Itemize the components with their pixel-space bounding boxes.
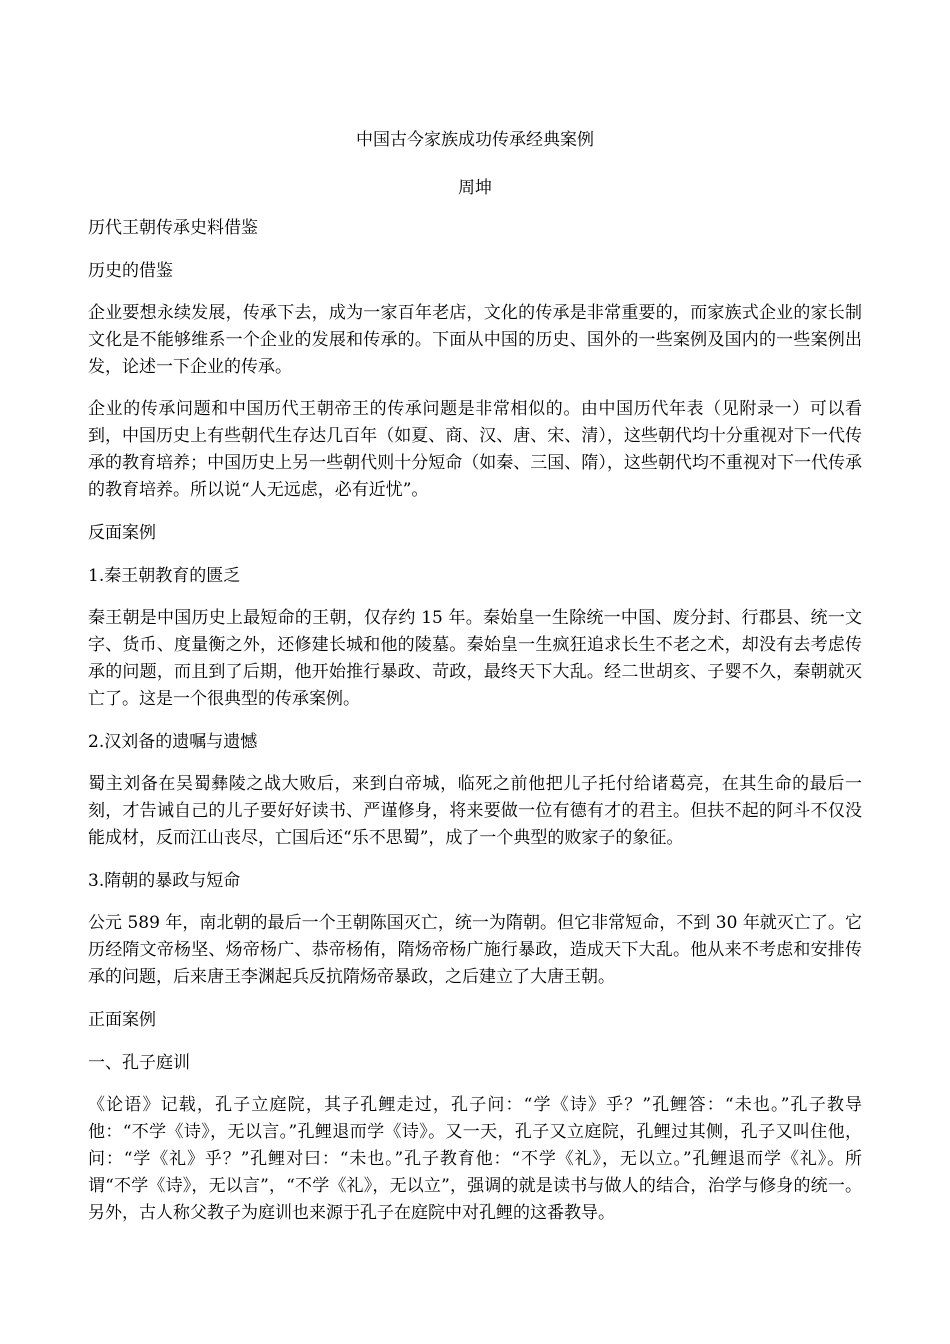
paragraph: 秦王朝是中国历史上最短命的王朝，仅存约 15 年。秦始皇一生除统一中国、废分封、行郡县、统一文字、货币、度量衡之外，还修建长城和他的陵墓。秦始皇一生疯狂追求长生不老之术，却没有去考虑传承的问题，而且到了后期，他开始推行暴政、苛政，最终天下大乱。经二世胡亥、子婴不久，秦朝就灭亡了。这是一个很典型的传承案例。 xyxy=(88,608,862,709)
section-heading: 历史的借鉴 xyxy=(88,261,173,281)
section-heading: 反面案例 xyxy=(88,523,156,543)
section-heading: 正面案例 xyxy=(88,1010,156,1030)
section-heading: 3.隋朝的暴政与短命 xyxy=(88,871,241,891)
document-author: 周坤 xyxy=(458,178,492,198)
section-heading: 历代王朝传承史料借鉴 xyxy=(88,218,258,238)
section-heading: 一、孔子庭训 xyxy=(88,1053,190,1073)
paragraph: 《论语》记载，孔子立庭院，其子孔鲤走过，孔子问：“学《诗》乎？”孔鲤答：“未也。”孔子教导他：“不学《诗》，无以言。”孔鲤退而学《诗》。又一天，孔子又立庭院，孔鲤过其侧，孔子又叫住他，问：“学《礼》乎？”孔鲤对曰：“未也。”孔子教育他：“不学《礼》，无以立。”孔鲤退而学《礼》。所谓“不学《诗》，无以言”，“不学《礼》，无以立”，强调的就是读书与做人的结合，治学与修身的统一。另外，古人称父教子为庭训也来源于孔子在庭院中对孔鲤的这番教导。 xyxy=(88,1095,862,1223)
document-body xyxy=(88,126,862,1242)
document-title: 中国古今家族成功传承经典案例 xyxy=(356,130,594,150)
paragraph: 蜀主刘备在吴蜀彝陵之战大败后，来到白帝城，临死之前他把儿子托付给诸葛亮，在其生命的最后一刻，才告诫自己的儿子要好好读书、严谨修身，将来要做一位有德有才的君主。但扶不起的阿斗不仅没能成材，反而江山丧尽，亡国后还“乐不思蜀”，成了一个典型的败家子的象征。 xyxy=(88,774,862,848)
section-heading: 1.秦王朝教育的匮乏 xyxy=(88,566,241,586)
paragraph: 企业要想永续发展，传承下去，成为一家百年老店，文化的传承是非常重要的，而家族式企业的家长制文化是不能够维系一个企业的发展和传承的。下面从中国的历史、国外的一些案例及国内的一些案例出发，论述一下企业的传承。 xyxy=(88,303,862,377)
section-heading: 2.汉刘备的遗嘱与遗憾 xyxy=(88,732,258,752)
paragraph: 企业的传承问题和中国历代王朝帝王的传承问题是非常相似的。由中国历代年表（见附录一）可以看到，中国历史上有些朝代生存达几百年（如夏、商、汉、唐、宋、清），这些朝代均十分重视对下一代传承的教育培养；中国历史上另一些朝代则十分短命（如秦、三国、隋），这些朝代均不重视对下一代传承的教育培养。所以说“人无远虑，必有近忧”。 xyxy=(88,399,862,500)
document-sections xyxy=(88,214,862,1227)
paragraph: 公元 589 年，南北朝的最后一个王朝陈国灭亡，统一为隋朝。但它非常短命，不到 30 年就灭亡了。它历经隋文帝杨坚、炀帝杨广、恭帝杨侑，隋炀帝杨广施行暴政，造成天下大乱。他从来不考虑和安排传承的问题，后来唐王李渊起兵反抗隋炀帝暴政，之后建立了大唐王朝。 xyxy=(88,913,862,987)
